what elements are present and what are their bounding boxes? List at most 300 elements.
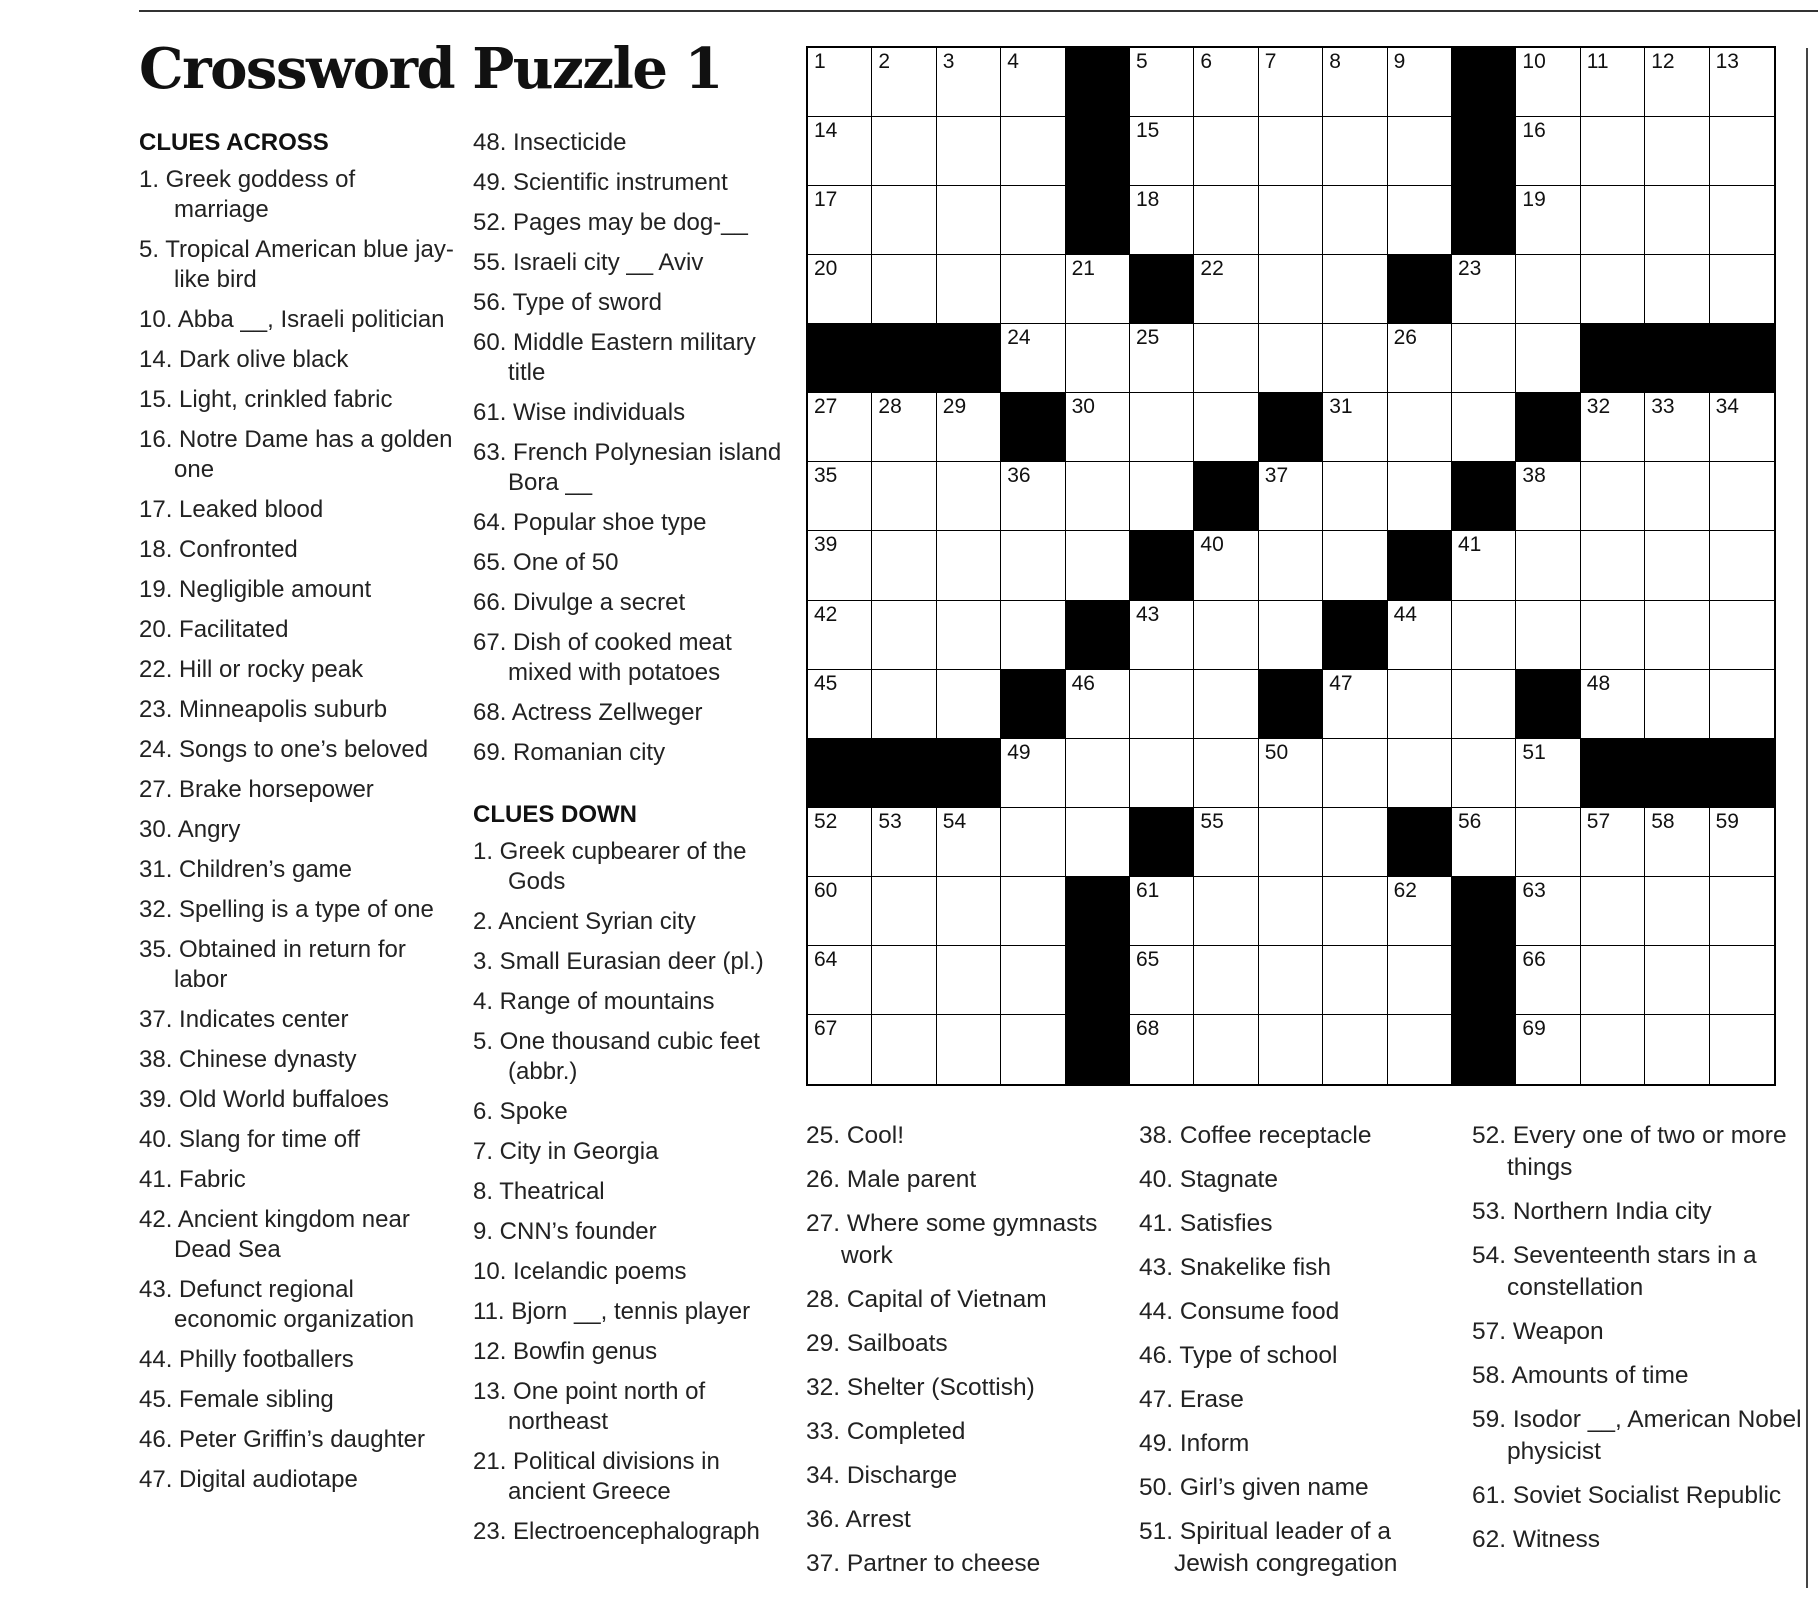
grid-cell[interactable]: [1516, 186, 1580, 255]
clues-column-5: [1472, 1120, 1802, 1568]
grid-cell[interactable]: [1001, 739, 1065, 808]
grid-cell[interactable]: [1388, 324, 1452, 393]
cell-number: 28: [878, 395, 902, 419]
grid-cell[interactable]: [808, 601, 872, 670]
grid-cell[interactable]: [937, 877, 1001, 946]
grid-cell[interactable]: [1130, 877, 1194, 946]
cell-number: 65: [1136, 947, 1160, 971]
grid-cell[interactable]: [1581, 255, 1645, 324]
cell-number: 3: [942, 50, 955, 73]
down-clue: 61. Soviet Socialist Republic: [1472, 1482, 1782, 1509]
cell-number: 57: [1586, 809, 1611, 833]
grid-cell[interactable]: [1645, 255, 1709, 324]
cell-number: 12: [1651, 50, 1675, 73]
grid-cell[interactable]: [1323, 670, 1387, 739]
cell-number: 27: [814, 395, 838, 419]
grid-cell[interactable]: [1001, 48, 1065, 117]
grid-cell[interactable]: [937, 48, 1001, 117]
grid-cell[interactable]: [1259, 601, 1323, 670]
down-clue: 25. Cool!: [806, 1122, 905, 1149]
grid-cell[interactable]: [1388, 48, 1452, 117]
black-square: [872, 739, 936, 808]
cell-number: 61: [1136, 878, 1160, 902]
grid-cell[interactable]: [1194, 186, 1258, 255]
grid-cell[interactable]: [1323, 462, 1387, 531]
grid-cell[interactable]: [1388, 1015, 1452, 1084]
cell-number: 7: [1264, 50, 1277, 73]
grid-cell[interactable]: [872, 601, 936, 670]
grid-cell[interactable]: [1452, 670, 1516, 739]
grid-cell[interactable]: [1259, 946, 1323, 1015]
across-clue: 10. Abba __, Israeli politician: [139, 306, 445, 333]
down-clue: 12. Bowfin genus: [473, 1338, 658, 1365]
grid-cell[interactable]: [1194, 324, 1258, 393]
grid-cell[interactable]: [1001, 601, 1065, 670]
grid-cell[interactable]: [1645, 808, 1709, 877]
grid-cell[interactable]: [1259, 117, 1323, 186]
cell-number: 11: [1586, 50, 1609, 73]
cell-number: 38: [1522, 464, 1546, 488]
grid-cell[interactable]: [1323, 739, 1387, 808]
down-clue: 3. Small Eurasian deer (pl.): [473, 948, 764, 975]
grid-cell[interactable]: [1130, 48, 1194, 117]
grid-cell[interactable]: [872, 877, 936, 946]
down-clue: 40. Stagnate: [1139, 1166, 1278, 1193]
grid-cell[interactable]: [1645, 531, 1709, 600]
cell-number: 31: [1329, 395, 1353, 419]
grid-cell[interactable]: [872, 255, 936, 324]
cell-number: 8: [1329, 50, 1341, 73]
grid-cell[interactable]: [937, 393, 1001, 462]
grid-cell[interactable]: [1194, 255, 1258, 324]
cell-number: 15: [1136, 119, 1160, 143]
grid-cell[interactable]: [1452, 739, 1516, 808]
grid-cell[interactable]: [1130, 393, 1194, 462]
grid-cell[interactable]: [1194, 946, 1258, 1015]
down-clue: 27. Where some gymnasts work: [806, 1210, 1098, 1269]
down-clue: 2. Ancient Syrian city: [473, 908, 696, 935]
across-clue: 42. Ancient kingdom near Dead Sea: [139, 1206, 410, 1263]
black-square: [1066, 186, 1130, 255]
down-clue: 57. Weapon: [1472, 1318, 1604, 1345]
down-clue: 26. Male parent: [806, 1166, 977, 1193]
grid-cell[interactable]: [937, 255, 1001, 324]
grid-cell[interactable]: [1130, 1015, 1194, 1084]
grid-cell[interactable]: [1581, 531, 1645, 600]
cell-number: 53: [878, 809, 902, 833]
cell-number: 9: [1393, 50, 1406, 73]
black-square: [1259, 393, 1323, 462]
grid-cell[interactable]: [1581, 808, 1645, 877]
down-clue: 32. Shelter (Scottish): [806, 1374, 1035, 1401]
grid-cell[interactable]: [1452, 255, 1516, 324]
grid-cell[interactable]: [1710, 393, 1774, 462]
grid-cell[interactable]: [872, 48, 936, 117]
grid-cell[interactable]: [1130, 117, 1194, 186]
grid-cell[interactable]: [1388, 186, 1452, 255]
grid-cell[interactable]: [808, 255, 872, 324]
grid-cell[interactable]: [1001, 531, 1065, 600]
grid-cell[interactable]: [1710, 48, 1774, 117]
cell-number: 42: [814, 602, 838, 626]
grid-cell[interactable]: [1516, 255, 1580, 324]
grid-cell[interactable]: [1001, 324, 1065, 393]
cell-number: 16: [1522, 119, 1546, 143]
grid-cell[interactable]: [1259, 324, 1323, 393]
black-square: [1194, 462, 1258, 531]
grid-cell[interactable]: [1194, 117, 1258, 186]
grid-cell[interactable]: [808, 531, 872, 600]
across-clue: 69. Romanian city: [473, 739, 666, 766]
grid-cell[interactable]: [1581, 946, 1645, 1015]
black-square: [808, 739, 872, 808]
grid-cell[interactable]: [1710, 946, 1774, 1015]
grid-cell[interactable]: [1388, 462, 1452, 531]
black-square: [1645, 324, 1709, 393]
down-clue: 33. Completed: [806, 1418, 966, 1445]
grid-cell[interactable]: [1645, 601, 1709, 670]
grid-cell[interactable]: [937, 462, 1001, 531]
grid-cell[interactable]: [1259, 462, 1323, 531]
grid-cell[interactable]: [1581, 601, 1645, 670]
grid-cell[interactable]: [1710, 462, 1774, 531]
down-clue: 59. Isodor __, American Nobel physicist: [1472, 1406, 1802, 1465]
grid-cell[interactable]: [1194, 739, 1258, 808]
cell-number: 69: [1522, 1016, 1546, 1040]
grid-cell[interactable]: [1452, 324, 1516, 393]
grid-cell[interactable]: [1452, 531, 1516, 600]
down-clue: 5. One thousand cubic feet (abbr.): [473, 1028, 760, 1085]
across-clue: 38. Chinese dynasty: [139, 1046, 357, 1073]
across-clue: 60. Middle Eastern military title: [473, 329, 756, 386]
down-clue: 9. CNN’s founder: [473, 1218, 657, 1245]
grid-cell[interactable]: [1001, 877, 1065, 946]
grid-cell[interactable]: [1194, 393, 1258, 462]
cell-number: 59: [1715, 809, 1739, 833]
grid-cell[interactable]: [1323, 531, 1387, 600]
down-clue: 37. Partner to cheese: [806, 1550, 1041, 1577]
grid-cell[interactable]: [1194, 877, 1258, 946]
grid-cell[interactable]: [1259, 531, 1323, 600]
across-clue: 15. Light, crinkled fabric: [139, 386, 393, 413]
grid-cell[interactable]: [1516, 808, 1580, 877]
across-clue: 16. Notre Dame has a golden one: [139, 426, 453, 483]
grid-cell[interactable]: [1645, 877, 1709, 946]
grid-cell[interactable]: [1130, 462, 1194, 531]
grid-cell[interactable]: [937, 1015, 1001, 1084]
grid-cell[interactable]: [1710, 1015, 1774, 1084]
grid-cell[interactable]: [808, 393, 872, 462]
down-clue-list-continued-2: [1139, 1120, 1464, 1580]
grid-cell[interactable]: [1710, 186, 1774, 255]
grid-cell[interactable]: [937, 808, 1001, 877]
grid-cell[interactable]: [1001, 462, 1065, 531]
grid-cell[interactable]: [1452, 808, 1516, 877]
grid-cell[interactable]: [1066, 808, 1130, 877]
grid-cell[interactable]: [1323, 1015, 1387, 1084]
black-square: [808, 324, 872, 393]
grid-cell[interactable]: [1452, 601, 1516, 670]
cell-number: 68: [1136, 1016, 1160, 1040]
grid-cell[interactable]: [1323, 186, 1387, 255]
grid-cell[interactable]: [1001, 808, 1065, 877]
black-square: [1516, 670, 1580, 739]
grid-cell[interactable]: [1516, 601, 1580, 670]
grid-cell[interactable]: [808, 186, 872, 255]
grid-cell[interactable]: [1194, 670, 1258, 739]
grid-cell[interactable]: [808, 946, 872, 1015]
grid-cell[interactable]: [1259, 877, 1323, 946]
across-clue: 20. Facilitated: [139, 616, 289, 643]
across-clue: 1. Greek goddess of marriage: [139, 166, 356, 223]
grid-cell[interactable]: [872, 531, 936, 600]
across-clue: 56. Type of sword: [473, 289, 662, 316]
grid-cell[interactable]: [1710, 117, 1774, 186]
black-square: [872, 324, 936, 393]
grid-cell[interactable]: [872, 946, 936, 1015]
grid-cell[interactable]: [1516, 324, 1580, 393]
cell-number: 35: [814, 464, 838, 488]
grid-cell[interactable]: [872, 670, 936, 739]
grid-cell[interactable]: [872, 117, 936, 186]
cell-number: 47: [1329, 671, 1353, 695]
black-square: [1452, 48, 1516, 117]
grid-cell[interactable]: [1581, 670, 1645, 739]
cell-number: 55: [1200, 809, 1224, 833]
black-square: [1452, 1015, 1516, 1084]
grid-cell[interactable]: [1130, 601, 1194, 670]
across-clue: 48. Insecticide: [473, 129, 627, 156]
grid-cell[interactable]: [1066, 739, 1130, 808]
grid-cell[interactable]: [937, 186, 1001, 255]
black-square: [1066, 946, 1130, 1015]
grid-cell[interactable]: [1645, 117, 1709, 186]
down-clue: 7. City in Georgia: [473, 1138, 659, 1165]
grid-cell[interactable]: [1194, 531, 1258, 600]
grid-cell[interactable]: [872, 462, 936, 531]
grid-cell[interactable]: [1066, 531, 1130, 600]
grid-cell[interactable]: [1710, 670, 1774, 739]
grid-cell[interactable]: [1323, 393, 1387, 462]
across-clue-list: [139, 165, 454, 1495]
down-clue: 44. Consume food: [1139, 1298, 1340, 1325]
grid-cell[interactable]: [1516, 946, 1580, 1015]
black-square: [1066, 601, 1130, 670]
grid-cell[interactable]: [1388, 393, 1452, 462]
grid-cell[interactable]: [1323, 48, 1387, 117]
grid-cell[interactable]: [872, 186, 936, 255]
grid-cell[interactable]: [808, 462, 872, 531]
grid-cell[interactable]: [1516, 739, 1580, 808]
across-clue: 18. Confronted: [139, 536, 298, 563]
grid-cell[interactable]: [1388, 117, 1452, 186]
grid-cell[interactable]: [1259, 186, 1323, 255]
grid-cell[interactable]: [1194, 808, 1258, 877]
grid-cell[interactable]: [1323, 255, 1387, 324]
grid-cell[interactable]: [1194, 601, 1258, 670]
grid-cell[interactable]: [1130, 670, 1194, 739]
grid-cell[interactable]: [1194, 1015, 1258, 1084]
grid-cell[interactable]: [937, 670, 1001, 739]
grid-cell[interactable]: [1323, 324, 1387, 393]
grid-cell[interactable]: [1066, 324, 1130, 393]
grid-cell[interactable]: [1645, 462, 1709, 531]
grid-cell[interactable]: [1710, 877, 1774, 946]
across-clue: 14. Dark olive black: [139, 346, 349, 373]
down-clue: 13. One point north of northeast: [473, 1378, 706, 1435]
down-clue: 41. Satisfies: [1139, 1210, 1273, 1237]
down-clue: 47. Erase: [1139, 1386, 1244, 1413]
black-square: [1452, 462, 1516, 531]
grid-cell[interactable]: [1001, 946, 1065, 1015]
grid-cell[interactable]: [937, 946, 1001, 1015]
grid-cell[interactable]: [1323, 877, 1387, 946]
grid-cell[interactable]: [1516, 877, 1580, 946]
grid-cell[interactable]: [1581, 48, 1645, 117]
grid-cell[interactable]: [1388, 601, 1452, 670]
grid-cell[interactable]: [1001, 255, 1065, 324]
grid-cell[interactable]: [1452, 393, 1516, 462]
down-clue: 23. Electroencephalograph: [473, 1518, 760, 1545]
black-square: [1388, 531, 1452, 600]
grid-cell[interactable]: [1516, 531, 1580, 600]
cell-number: 49: [1007, 740, 1031, 764]
grid-cell[interactable]: [1710, 601, 1774, 670]
grid-cell[interactable]: [1645, 186, 1709, 255]
grid-cell[interactable]: [1259, 739, 1323, 808]
cell-number: 23: [1458, 257, 1482, 281]
grid-cell[interactable]: [1066, 462, 1130, 531]
cell-number: 43: [1136, 602, 1160, 626]
grid-cell[interactable]: [1710, 255, 1774, 324]
cell-number: 20: [814, 257, 838, 281]
grid-cell[interactable]: [1645, 48, 1709, 117]
grid-cell[interactable]: [808, 670, 872, 739]
clues-down-heading: CLUES DOWN: [473, 801, 637, 828]
cell-number: 66: [1522, 947, 1546, 971]
grid-cell[interactable]: [872, 1015, 936, 1084]
cell-number: 63: [1522, 878, 1546, 902]
grid-cell[interactable]: [1130, 186, 1194, 255]
down-clue: 21. Political divisions in ancient Greece: [473, 1448, 720, 1505]
grid-cell[interactable]: [1323, 808, 1387, 877]
grid-cell[interactable]: [1066, 255, 1130, 324]
grid-cell[interactable]: [1323, 117, 1387, 186]
cell-number: 30: [1071, 395, 1095, 419]
grid-cell[interactable]: [808, 808, 872, 877]
grid-cell[interactable]: [1066, 393, 1130, 462]
across-clue: 64. Popular shoe type: [473, 509, 707, 536]
grid-cell[interactable]: [1581, 117, 1645, 186]
grid-cell[interactable]: [937, 531, 1001, 600]
grid-cell[interactable]: [1001, 186, 1065, 255]
grid-cell[interactable]: [1388, 946, 1452, 1015]
black-square: [1452, 877, 1516, 946]
grid-cell[interactable]: [872, 393, 936, 462]
across-clue: 52. Pages may be dog-__: [473, 209, 748, 236]
grid-cell[interactable]: [937, 117, 1001, 186]
across-clue: 30. Angry: [139, 816, 241, 843]
down-clue: 51. Spiritual leader of a Jewish congregation: [1139, 1518, 1398, 1577]
grid-cell[interactable]: [1581, 462, 1645, 531]
grid-cell[interactable]: [1710, 531, 1774, 600]
black-square: [937, 324, 1001, 393]
cell-number: 41: [1458, 533, 1482, 557]
grid-cell[interactable]: [1259, 255, 1323, 324]
across-clue: 32. Spelling is a type of one: [139, 896, 434, 923]
black-square: [1452, 186, 1516, 255]
black-square: [1130, 808, 1194, 877]
grid-cell[interactable]: [1516, 462, 1580, 531]
across-clue: 46. Peter Griffin’s daughter: [139, 1426, 425, 1453]
grid-cell[interactable]: [1130, 739, 1194, 808]
grid-cell[interactable]: [1645, 393, 1709, 462]
grid-cell[interactable]: [808, 877, 872, 946]
across-clue: 44. Philly footballers: [139, 1346, 354, 1373]
grid-cell[interactable]: [1645, 1015, 1709, 1084]
grid-cell[interactable]: [1194, 48, 1258, 117]
grid-cell[interactable]: [1259, 808, 1323, 877]
grid-cell[interactable]: [1001, 1015, 1065, 1084]
grid-cell[interactable]: [1388, 877, 1452, 946]
grid-cell[interactable]: [1710, 808, 1774, 877]
grid-cell[interactable]: [1516, 1015, 1580, 1084]
cell-number: 17: [814, 188, 838, 212]
cell-number: 39: [814, 533, 838, 557]
grid-cell[interactable]: [1388, 739, 1452, 808]
clues-across-heading: CLUES ACROSS: [139, 129, 329, 156]
down-clue: 43. Snakelike fish: [1139, 1254, 1332, 1281]
grid-cell[interactable]: [1001, 117, 1065, 186]
grid-cell[interactable]: [872, 808, 936, 877]
grid-cell[interactable]: [1323, 946, 1387, 1015]
top-divider: [139, 10, 1818, 12]
grid-cell[interactable]: [1645, 946, 1709, 1015]
grid-cell[interactable]: [1066, 670, 1130, 739]
grid-cell[interactable]: [1259, 1015, 1323, 1084]
down-clue: 1. Greek cupbearer of the Gods: [473, 838, 747, 895]
down-clue: 8. Theatrical: [473, 1178, 605, 1205]
across-clue: 45. Female sibling: [139, 1386, 334, 1413]
grid-cell[interactable]: [1516, 48, 1580, 117]
grid-cell[interactable]: [1130, 324, 1194, 393]
grid-cell[interactable]: [1516, 117, 1580, 186]
grid-cell[interactable]: [1645, 670, 1709, 739]
black-square: [1259, 670, 1323, 739]
grid-cell[interactable]: [1581, 186, 1645, 255]
grid-cell[interactable]: [1388, 670, 1452, 739]
across-clue: 41. Fabric: [139, 1166, 246, 1193]
grid-cell[interactable]: [808, 117, 872, 186]
down-clue: 34. Discharge: [806, 1462, 958, 1489]
grid-cell[interactable]: [1130, 946, 1194, 1015]
cell-number: 48: [1586, 671, 1611, 695]
grid-cell[interactable]: [1259, 48, 1323, 117]
right-divider: [1806, 48, 1808, 1588]
across-clue: 43. Defunct regional economic organization: [139, 1276, 415, 1333]
clues-column-1: [139, 128, 454, 1505]
grid-cell[interactable]: [937, 601, 1001, 670]
black-square: [1388, 808, 1452, 877]
grid-cell[interactable]: [1581, 393, 1645, 462]
black-square: [1066, 48, 1130, 117]
across-clue-list-continued: [473, 128, 793, 768]
grid-cell[interactable]: [1581, 877, 1645, 946]
grid-cell[interactable]: [1581, 1015, 1645, 1084]
grid-cell[interactable]: [808, 1015, 872, 1084]
grid-cell[interactable]: [808, 48, 872, 117]
cell-number: 58: [1651, 809, 1675, 833]
